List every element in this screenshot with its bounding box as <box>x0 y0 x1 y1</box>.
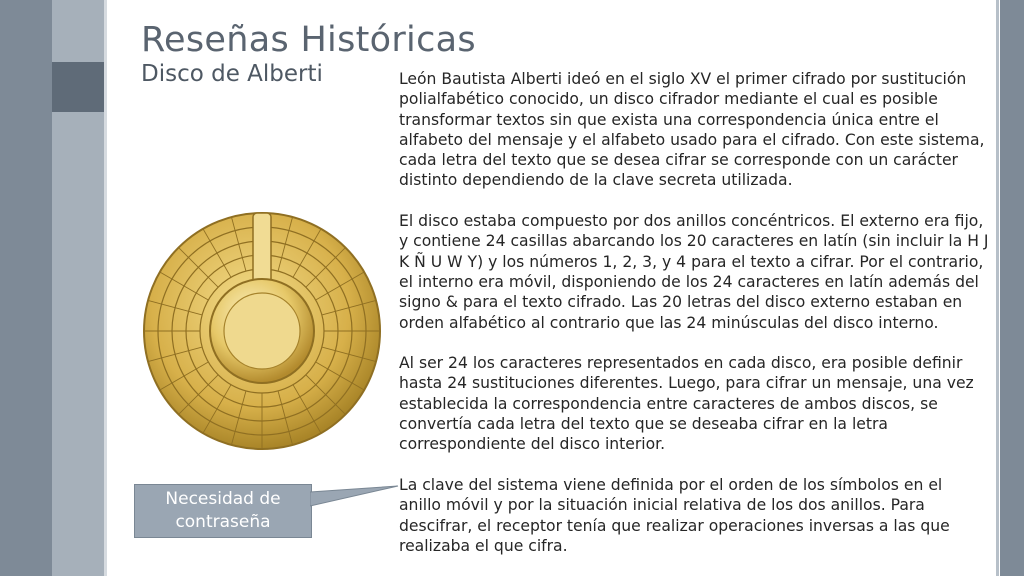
paragraph: León Bautista Alberti ideó en el siglo XV el primer cifrado por sustitución polialfabético conocido, un disco cifrador mediante el cual es posible transformar textos sin que exista una correspondencia única entre el alfabeto del mensaje y el alfabeto usado para el cifrado. Con este sistema, cada letra del texto que se desea cifrar se corresponde con un carácter distinto dependiendo de la clave secreta utilizada. <box>399 70 985 190</box>
alberti-disc-illustration <box>140 205 384 457</box>
left-decor-line <box>104 0 107 576</box>
left-decor-block <box>52 62 104 112</box>
callout-line: contraseña <box>175 512 271 532</box>
callout-box <box>134 484 312 538</box>
right-decor-line <box>996 0 999 576</box>
slide-subtitle: Disco de Alberti <box>141 61 323 87</box>
body-text <box>399 69 989 576</box>
left-decor-band <box>0 0 52 576</box>
slide-title: Reseñas Históricas <box>141 20 476 60</box>
callout-pointer <box>310 484 400 514</box>
callout-line: Necesidad de <box>165 489 281 509</box>
paragraph: Al ser 24 los caracteres representados en cada disco, era posible definir hasta 24 sustituciones diferentes. Luego, para cifrar un mensaje, una vez establecida la correspondencia entre caracteres de ambos discos, se convertía cada letra del texto que se deseaba cifrar en la letra correspondiente del disco interior. <box>399 354 974 454</box>
paragraph: El disco estaba compuesto por dos anillos concéntricos. El externo era fijo, y contiene 24 casillas abarcando los 20 caracteres en latín (sin incluir la H J K Ñ U W Y) y los números 1, 2, 3, y 4 para el texto a cifrar. Por el contrario, el interno era móvil, disponiendo de los 24 caracteres en latín además del signo & para el texto cifrado. Las 20 letras del disco externo estaban en orden alfabético al contrario que las 24 minúsculas del disco interno. <box>399 212 989 332</box>
paragraph: La clave del sistema viene definida por el orden de los símbolos en el anillo móvil y por la situación inicial relativa de los dos anillos. Para descifrar, el receptor tenía que realizar operaciones inversas a las que realizaba el que cifra. <box>399 475 950 555</box>
right-decor-band <box>1000 0 1024 576</box>
